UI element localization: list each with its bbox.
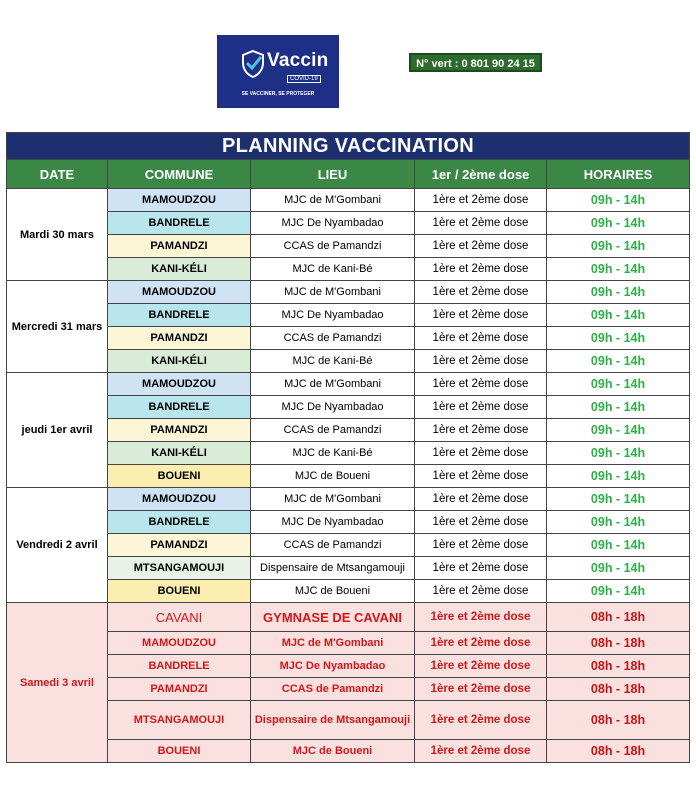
dose-cell: 1ère et 2ème dose: [415, 701, 547, 740]
table-row: [7, 511, 690, 534]
dose-cell: 1ère et 2ème dose: [415, 258, 547, 281]
commune-cell: KANI-KÉLI: [108, 350, 251, 373]
lieu-cell: MJC de M'Gombani: [251, 488, 415, 511]
horaires-cell: 08h - 18h: [547, 678, 690, 701]
horaires-cell: 09h - 14h: [547, 189, 690, 212]
header-horaires: HORAIRES: [547, 160, 690, 189]
lieu-cell: MJC De Nyambadao: [251, 655, 415, 678]
hotline-badge: N° vert : 0 801 90 24 15: [409, 53, 542, 72]
header-lieu: LIEU: [251, 160, 415, 189]
table-row: [7, 396, 690, 419]
horaires-cell: 09h - 14h: [547, 235, 690, 258]
dose-cell: 1ère et 2ème dose: [415, 488, 547, 511]
lieu-cell: MJC de M'Gombani: [251, 373, 415, 396]
table-row: [7, 603, 690, 632]
dose-cell: 1ère et 2ème dose: [415, 419, 547, 442]
lieu-cell: CCAS de Pamandzi: [251, 534, 415, 557]
lieu-cell: MJC de Boueni: [251, 465, 415, 488]
lieu-cell: MJC De Nyambadao: [251, 304, 415, 327]
lieu-cell: MJC de Boueni: [251, 580, 415, 603]
date-cell: Mardi 30 mars: [7, 189, 108, 281]
dose-cell: 1ère et 2ème dose: [415, 511, 547, 534]
horaires-cell: 09h - 14h: [547, 212, 690, 235]
commune-cell: PAMANDZI: [108, 534, 251, 557]
table-row: [7, 419, 690, 442]
lieu-cell: CCAS de Pamandzi: [251, 678, 415, 701]
dose-cell: 1ère et 2ème dose: [415, 465, 547, 488]
commune-cell: MAMOUDZOU: [108, 632, 251, 655]
table-row: [7, 534, 690, 557]
horaires-cell: 09h - 14h: [547, 327, 690, 350]
table-row: [7, 557, 690, 580]
horaires-cell: 09h - 14h: [547, 350, 690, 373]
lieu-cell: MJC De Nyambadao: [251, 396, 415, 419]
horaires-cell: 08h - 18h: [547, 632, 690, 655]
commune-cell: KANI-KÉLI: [108, 258, 251, 281]
horaires-cell: 09h - 14h: [547, 465, 690, 488]
date-cell: Mercredi 31 mars: [7, 281, 108, 373]
commune-cell: PAMANDZI: [108, 235, 251, 258]
horaires-cell: 09h - 14h: [547, 419, 690, 442]
commune-cell: BANDRELE: [108, 212, 251, 235]
horaires-cell: 09h - 14h: [547, 557, 690, 580]
lieu-cell: GYMNASE DE CAVANI: [251, 603, 415, 632]
lieu-cell: Dispensaire de Mtsangamouji: [251, 557, 415, 580]
lieu-cell: CCAS de Pamandzi: [251, 235, 415, 258]
commune-cell: CAVANI: [108, 603, 251, 632]
dose-cell: 1ère et 2ème dose: [415, 632, 547, 655]
dose-cell: 1ère et 2ème dose: [415, 678, 547, 701]
commune-cell: BANDRELE: [108, 304, 251, 327]
horaires-cell: 09h - 14h: [547, 258, 690, 281]
header-date: DATE: [7, 160, 108, 189]
lieu-cell: MJC de Boueni: [251, 740, 415, 763]
table-row: [7, 740, 690, 763]
dose-cell: 1ère et 2ème dose: [415, 557, 547, 580]
horaires-cell: 09h - 14h: [547, 511, 690, 534]
horaires-cell: 09h - 14h: [547, 373, 690, 396]
date-cell: Samedi 3 avril: [7, 603, 108, 763]
commune-cell: MAMOUDZOU: [108, 488, 251, 511]
table-row: [7, 258, 690, 281]
horaires-cell: 09h - 14h: [547, 396, 690, 419]
table-row: [7, 373, 690, 396]
table-row: [7, 678, 690, 701]
table-row: [7, 465, 690, 488]
commune-cell: PAMANDZI: [108, 678, 251, 701]
commune-cell: MAMOUDZOU: [108, 373, 251, 396]
dose-cell: 1ère et 2ème dose: [415, 442, 547, 465]
table-row: [7, 632, 690, 655]
horaires-cell: 09h - 14h: [547, 534, 690, 557]
dose-cell: 1ère et 2ème dose: [415, 327, 547, 350]
vaccin-logo: [217, 35, 339, 108]
lieu-cell: MJC de Kani-Bé: [251, 258, 415, 281]
dose-cell: 1ère et 2ème dose: [415, 580, 547, 603]
logo-subtext: COVID-19: [287, 75, 321, 83]
table-row: [7, 701, 690, 740]
dose-cell: 1ère et 2ème dose: [415, 235, 547, 258]
commune-cell: PAMANDZI: [108, 419, 251, 442]
table-row: [7, 327, 690, 350]
lieu-cell: CCAS de Pamandzi: [251, 419, 415, 442]
table-row: [7, 304, 690, 327]
dose-cell: 1ère et 2ème dose: [415, 373, 547, 396]
dose-cell: 1ère et 2ème dose: [415, 350, 547, 373]
commune-cell: BOUENI: [108, 465, 251, 488]
table-row: [7, 212, 690, 235]
dose-cell: 1ère et 2ème dose: [415, 740, 547, 763]
table-row: [7, 189, 690, 212]
lieu-cell: MJC De Nyambadao: [251, 212, 415, 235]
dose-cell: 1ère et 2ème dose: [415, 212, 547, 235]
horaires-cell: 09h - 14h: [547, 580, 690, 603]
logo-tagline: SE VACCINER, SE PROTEGER: [241, 91, 315, 97]
horaires-cell: 08h - 18h: [547, 701, 690, 740]
lieu-cell: MJC de M'Gombani: [251, 189, 415, 212]
horaires-cell: 08h - 18h: [547, 740, 690, 763]
horaires-cell: 08h - 18h: [547, 655, 690, 678]
dose-cell: 1ère et 2ème dose: [415, 534, 547, 557]
horaires-cell: 09h - 14h: [547, 281, 690, 304]
table-row: [7, 350, 690, 373]
dose-cell: 1ère et 2ème dose: [415, 603, 547, 632]
horaires-cell: 08h - 18h: [547, 603, 690, 632]
header-commune: COMMUNE: [108, 160, 251, 189]
lieu-cell: MJC de Kani-Bé: [251, 442, 415, 465]
lieu-cell: MJC de M'Gombani: [251, 632, 415, 655]
commune-cell: KANI-KÉLI: [108, 442, 251, 465]
date-cell: Vendredi 2 avril: [7, 488, 108, 603]
table-row: [7, 442, 690, 465]
commune-cell: PAMANDZI: [108, 327, 251, 350]
commune-cell: MAMOUDZOU: [108, 281, 251, 304]
dose-cell: 1ère et 2ème dose: [415, 655, 547, 678]
commune-cell: MTSANGAMOUJI: [108, 701, 251, 740]
logo-text: Vaccin: [267, 50, 329, 71]
table-row: [7, 235, 690, 258]
header-dose: 1er / 2ème dose: [415, 160, 547, 189]
lieu-cell: MJC de Kani-Bé: [251, 350, 415, 373]
commune-cell: BANDRELE: [108, 396, 251, 419]
date-cell: jeudi 1er avril: [7, 373, 108, 488]
lieu-cell: Dispensaire de Mtsangamouji: [251, 701, 415, 740]
horaires-cell: 09h - 14h: [547, 442, 690, 465]
commune-cell: BANDRELE: [108, 511, 251, 534]
horaires-cell: 09h - 14h: [547, 488, 690, 511]
table-row: [7, 281, 690, 304]
lieu-cell: CCAS de Pamandzi: [251, 327, 415, 350]
dose-cell: 1ère et 2ème dose: [415, 281, 547, 304]
commune-cell: MTSANGAMOUJI: [108, 557, 251, 580]
horaires-cell: 09h - 14h: [547, 304, 690, 327]
commune-cell: MAMOUDZOU: [108, 189, 251, 212]
lieu-cell: MJC de M'Gombani: [251, 281, 415, 304]
dose-cell: 1ère et 2ème dose: [415, 304, 547, 327]
commune-cell: BANDRELE: [108, 655, 251, 678]
vaccination-schedule-table: [6, 132, 690, 763]
table-row: [7, 580, 690, 603]
table-row: [7, 655, 690, 678]
lieu-cell: MJC De Nyambadao: [251, 511, 415, 534]
commune-cell: BOUENI: [108, 740, 251, 763]
table-title: PLANNING VACCINATION: [7, 133, 690, 160]
commune-cell: BOUENI: [108, 580, 251, 603]
table-row: [7, 488, 690, 511]
dose-cell: 1ère et 2ème dose: [415, 396, 547, 419]
dose-cell: 1ère et 2ème dose: [415, 189, 547, 212]
shield-check-icon: [241, 49, 265, 79]
